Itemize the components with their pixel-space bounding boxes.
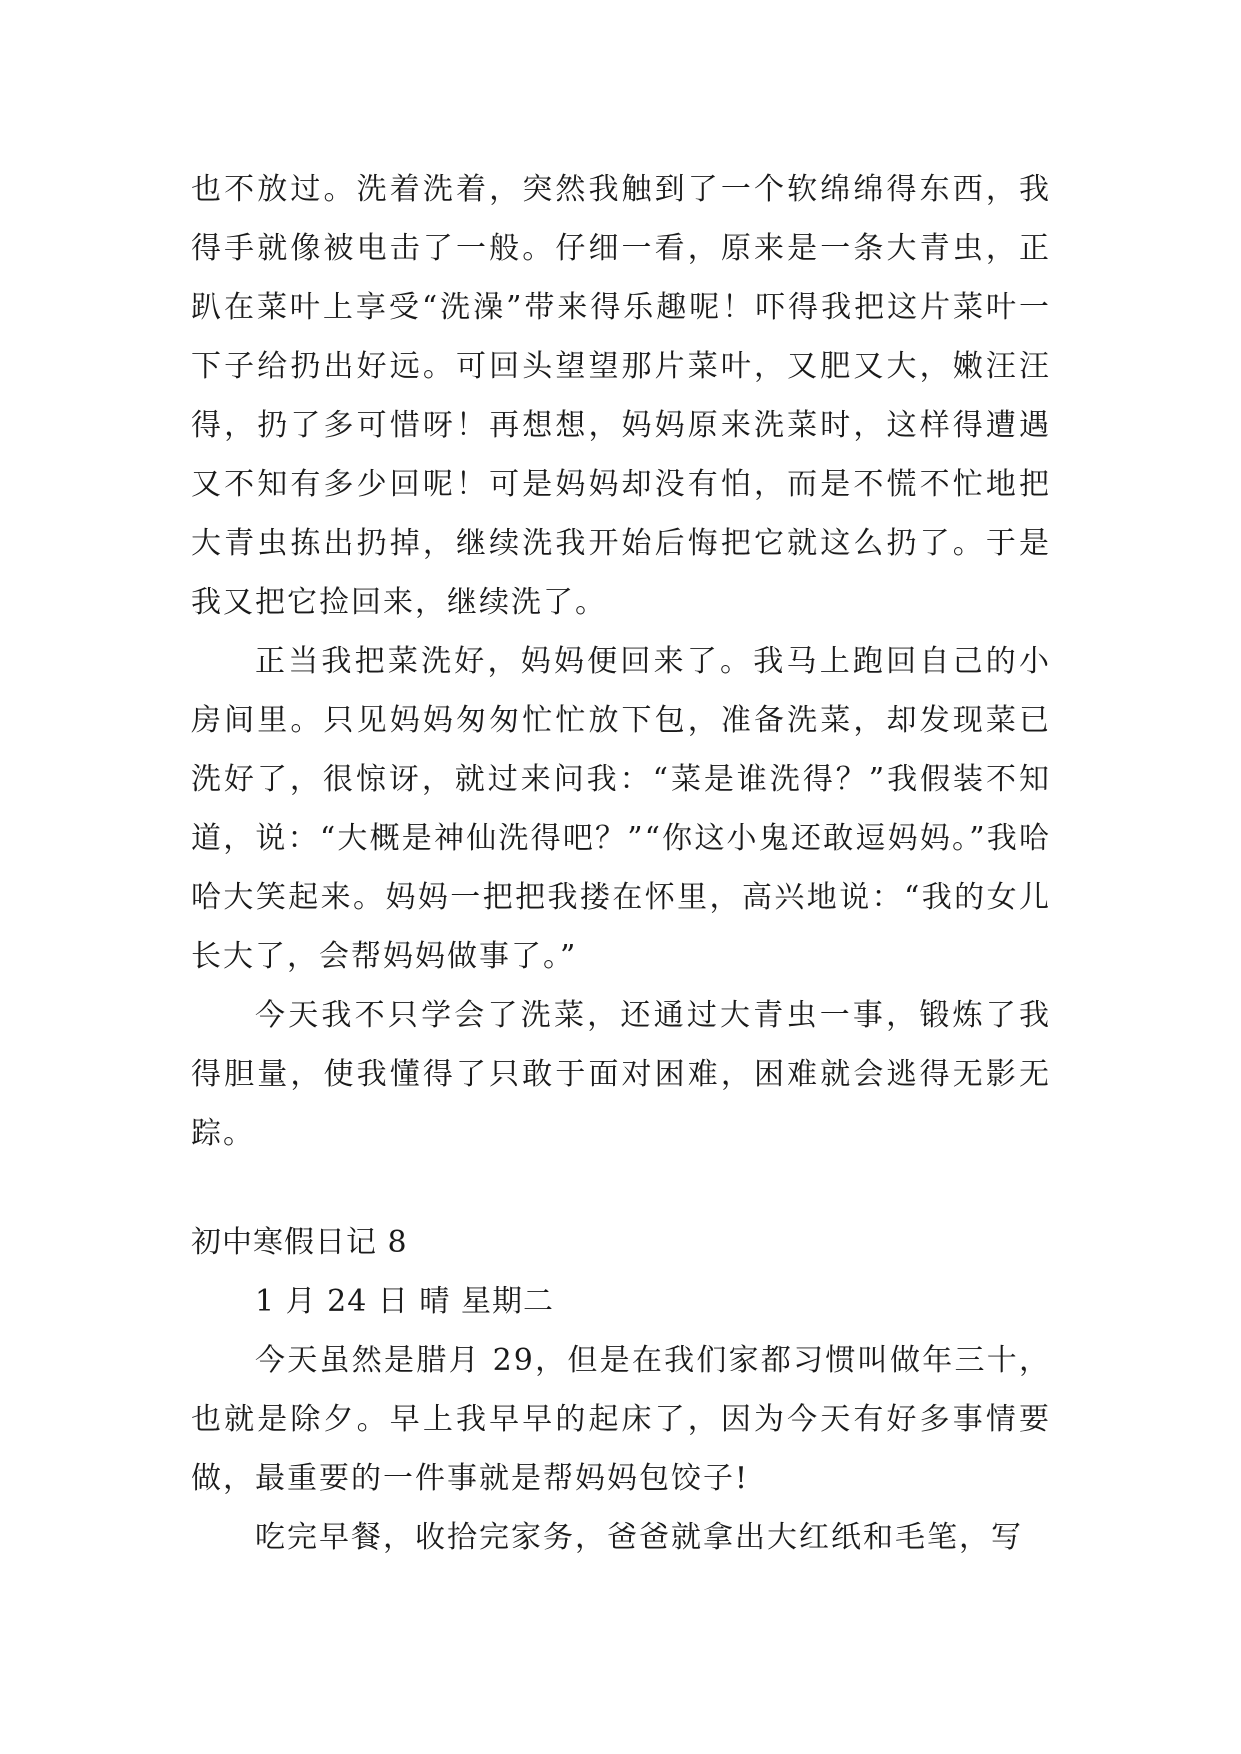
article-continued <box>191 160 1051 1163</box>
diary-date-line: 1 月 24 日 晴 星期二 <box>255 1284 554 1319</box>
paragraph-continued: 也不放过。洗着洗着，突然我触到了一个软绵绵得东西，我得手就像被电击了一般。仔细一看，原来是一条大青虫，正趴在菜叶上享受“洗澡”带来得乐趣呢！吓得我把这片菜叶一下子给扔出好远。可回头望望那片菜叶，又肥又大，嫩汪汪得，扔了多可惜呀！再想想，妈妈原来洗菜时，这样得遭遇又不知有多少回呢！可是妈妈却没有怕，而是不慌不忙地把大青虫拣出扔掉，继续洗我开始后悔把它就这么扔了。于是我又把它捡回来，继续洗了。 <box>191 172 1051 620</box>
diary-title: 初中寒假日记 8 <box>191 1225 408 1260</box>
paragraph: 今天虽然是腊月 29，但是在我们家都习惯叫做年三十，也就是除夕。早上我早早的起床了，因为今天有好多事情要做，最重要的一件事就是帮妈妈包饺子! <box>191 1343 1051 1496</box>
paragraph: 吃完早餐，收拾完家务，爸爸就拿出大红纸和毛笔，写 <box>255 1520 1023 1555</box>
paragraph: 正当我把菜洗好，妈妈便回来了。我马上跑回自己的小房间里。只见妈妈匆匆忙忙放下包，准备洗菜，却发现菜已洗好了，很惊讶，就过来问我：“菜是谁洗得？”我假装不知道，说：“大概是神仙洗得吧？”“你这小鬼还敢逗妈妈。”我哈哈大笑起来。妈妈一把把我搂在怀里，高兴地说：“我的女儿长大了，会帮妈妈做事了。” <box>191 644 1051 974</box>
paragraph: 今天我不只学会了洗菜，还通过大青虫一事，锻炼了我得胆量，使我懂得了只敢于面对困难，困难就会逃得无影无踪。 <box>191 998 1051 1151</box>
diary-entry-8 <box>191 1213 1051 1567</box>
